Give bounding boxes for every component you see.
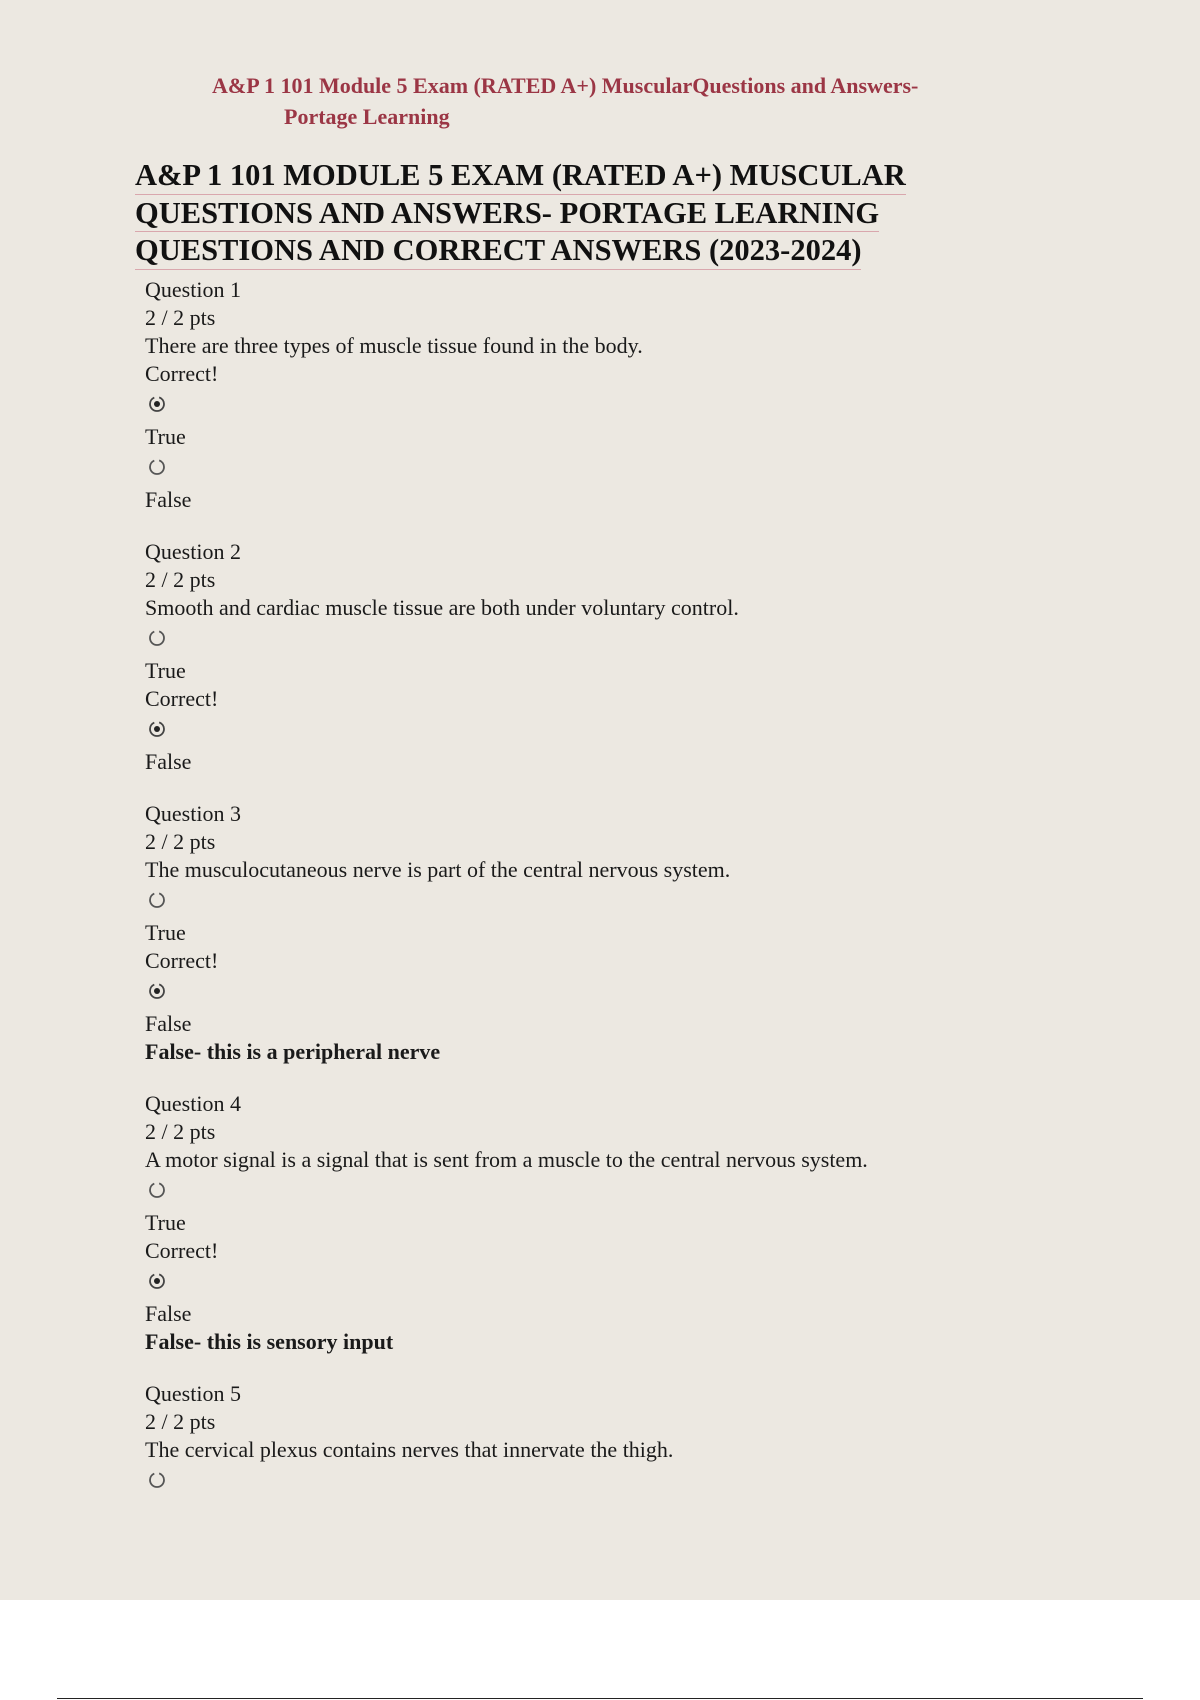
question-block xyxy=(145,800,1145,1066)
radio-empty-icon[interactable] xyxy=(147,1470,167,1490)
radio-empty-icon[interactable] xyxy=(147,890,167,910)
questions-list xyxy=(145,276,1145,1514)
option-label: True xyxy=(145,1210,186,1235)
radio-checked-icon[interactable] xyxy=(147,981,167,1001)
question-text: There are three types of muscle tissue found in the body. xyxy=(145,333,643,358)
question-block xyxy=(145,1090,1145,1356)
question-block xyxy=(145,276,1145,514)
option-label: False xyxy=(145,1301,192,1326)
answer-feedback: False- this is a peripheral nerve xyxy=(145,1039,441,1064)
title-line-2: QUESTIONS AND ANSWERS- PORTAGE LEARNING xyxy=(135,195,879,233)
question-points: 2 / 2 pts xyxy=(145,829,216,854)
answer-feedback: False- this is sensory input xyxy=(145,1329,394,1354)
option-label: True xyxy=(145,920,186,945)
question-text: The cervical plexus contains nerves that innervate the thigh. xyxy=(145,1437,674,1462)
option-label: True xyxy=(145,658,186,683)
question-block xyxy=(145,538,1145,776)
option-label: False xyxy=(145,749,192,774)
option-label: True xyxy=(145,424,186,449)
question-points: 2 / 2 pts xyxy=(145,1409,216,1434)
radio-empty-icon[interactable] xyxy=(147,628,167,648)
question-label: Question 5 xyxy=(145,1381,241,1406)
question-text: Smooth and cardiac muscle tissue are both under voluntary control. xyxy=(145,595,739,620)
document-header xyxy=(212,70,1032,132)
question-block xyxy=(145,1380,1145,1490)
option-label: False xyxy=(145,487,192,512)
radio-checked-icon[interactable] xyxy=(147,1271,167,1291)
question-points: 2 / 2 pts xyxy=(145,305,216,330)
question-text: A motor signal is a signal that is sent from a muscle to the central nervous system. xyxy=(145,1147,868,1172)
footer-rule xyxy=(57,1698,1143,1699)
question-points: 2 / 2 pts xyxy=(145,567,216,592)
radio-empty-icon[interactable] xyxy=(147,1180,167,1200)
question-label: Question 4 xyxy=(145,1091,241,1116)
header-line-2: Portage Learning xyxy=(284,104,450,129)
correct-marker: Correct! xyxy=(145,948,219,973)
radio-empty-icon[interactable] xyxy=(147,457,167,477)
title-line-1: A&P 1 101 MODULE 5 EXAM (RATED A+) MUSCULAR xyxy=(135,157,906,195)
document-title xyxy=(135,157,1015,270)
radio-checked-icon[interactable] xyxy=(147,394,167,414)
correct-marker: Correct! xyxy=(145,686,219,711)
question-points: 2 / 2 pts xyxy=(145,1119,216,1144)
option-label: False xyxy=(145,1011,192,1036)
title-line-3: QUESTIONS AND CORRECT ANSWERS (2023-2024) xyxy=(135,232,861,270)
question-label: Question 3 xyxy=(145,801,241,826)
question-label: Question 2 xyxy=(145,539,241,564)
question-label: Question 1 xyxy=(145,277,241,302)
header-line-1: A&P 1 101 Module 5 Exam (RATED A+) MuscularQuestions and Answers- xyxy=(212,73,919,98)
radio-checked-icon[interactable] xyxy=(147,719,167,739)
correct-marker: Correct! xyxy=(145,361,219,386)
question-text: The musculocutaneous nerve is part of the central nervous system. xyxy=(145,857,731,882)
correct-marker: Correct! xyxy=(145,1238,219,1263)
